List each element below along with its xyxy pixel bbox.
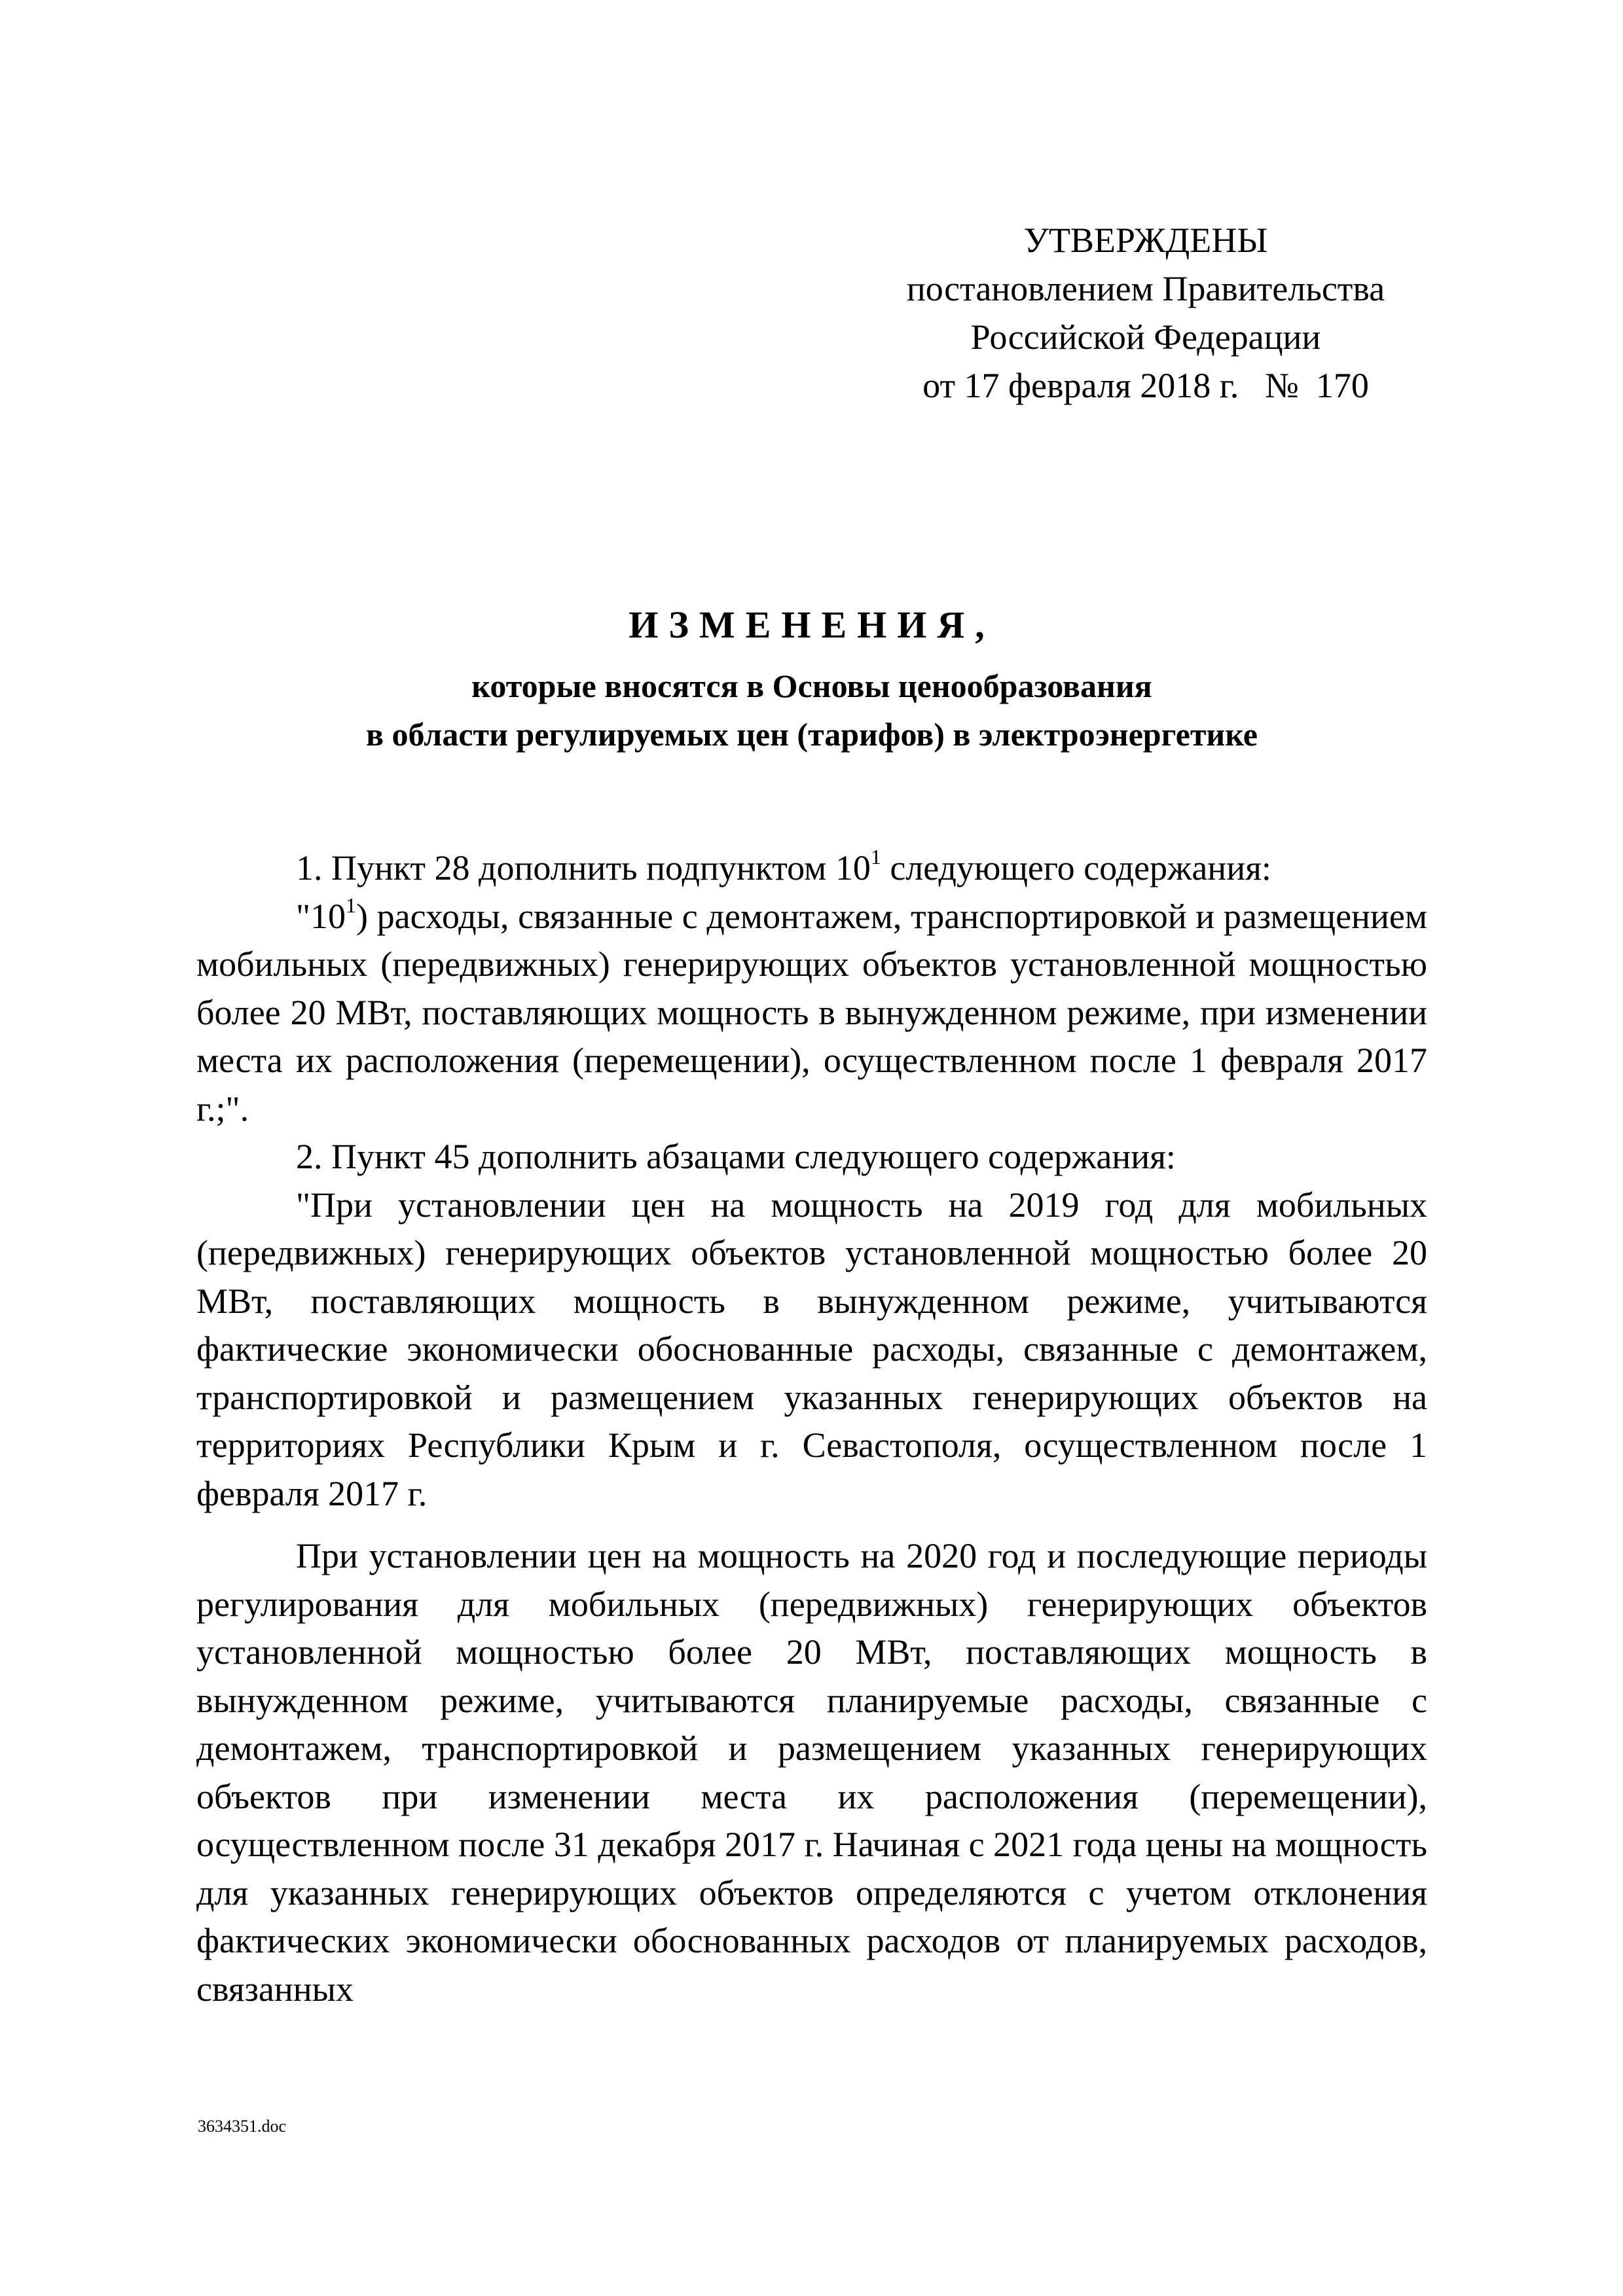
approval-number: 170 <box>1315 366 1369 405</box>
superscript: 1 <box>870 845 881 869</box>
approval-line-1: постановлением Правительства <box>906 269 1385 308</box>
paragraph-4: "При установлении цен на мощность на 2019 год для мобильных (передвижных) генерирующих объектов установленной мощностью более 20 МВт, поставляющих мощность в вынужденном режиме, учитываются фактические экономически обоснованные расходы, связанные с демонтажем, транспортировкой и размещением указанных генерирующих объектов на территориях Республики Крым и г. Севастополя, осуществленном после 1 февраля 2017 г. <box>196 1185 1427 1513</box>
document-body <box>196 844 1427 2013</box>
paragraph-5: При установлении цен на мощность на 2020 год и последующие периоды регулирования для мобильных (передвижных) генерирующих объектов установленной мощностью более 20 МВт, поставляющих мощность в вынужденном режиме, учитываются планируемые расходы, связанные с демонтажем, транспортировкой и размещением указанных генерирующих объектов при изменении места их расположения (перемещении), осуществленном после 31 декабря 2017 г. Начиная с 2021 года цены на мощность для указанных генерирующих объектов определяются с учетом отклонения фактических экономически обоснованных расходов от планируемых расходов, связанных <box>196 1536 1427 2009</box>
document-title: ИЗМЕНЕНИЯ, <box>629 603 995 646</box>
paragraph-2 <box>196 893 1427 1134</box>
document-id: 3634351.doc <box>198 2117 287 2136</box>
paragraph-2-text: "10 <box>296 896 346 936</box>
superscript: 1 <box>346 893 357 917</box>
document-heading <box>196 599 1427 759</box>
approval-date-line <box>851 361 1440 410</box>
paragraph-3: 2. Пункт 45 дополнить абзацами следующего содержания: <box>296 1137 1176 1176</box>
approval-stamp <box>851 216 1440 410</box>
paragraph-1-text: 1. Пункт 28 дополнить подпунктом 10 <box>296 848 871 888</box>
document-subtitle-line-2: в области регулируемых цен (тарифов) в электроэнергетике <box>366 716 1258 753</box>
approval-date: от 17 февраля 2018 г. <box>922 366 1239 405</box>
approval-line-2: Российской Федерации <box>970 317 1321 357</box>
approval-title: УТВЕРЖДЕНЫ <box>1023 221 1268 260</box>
paragraph-1-text-end: следующего содержания: <box>881 848 1271 888</box>
approval-number-sign: № <box>1265 366 1299 405</box>
paragraph-1 <box>196 844 1427 893</box>
paragraph-2-text-end: ) расходы, связанные с демонтажем, транспортировкой и размещением мобильных (передвижных) генерирующих объектов установленной мощностью более 20 МВт, поставляющих мощность в вынужденном режиме, при изменении места их расположения (перемещении), осуществленном после 1 февраля 2017 г.;". <box>196 896 1427 1128</box>
document-subtitle-line-1: которые вносятся в Основы ценообразования <box>471 668 1152 704</box>
